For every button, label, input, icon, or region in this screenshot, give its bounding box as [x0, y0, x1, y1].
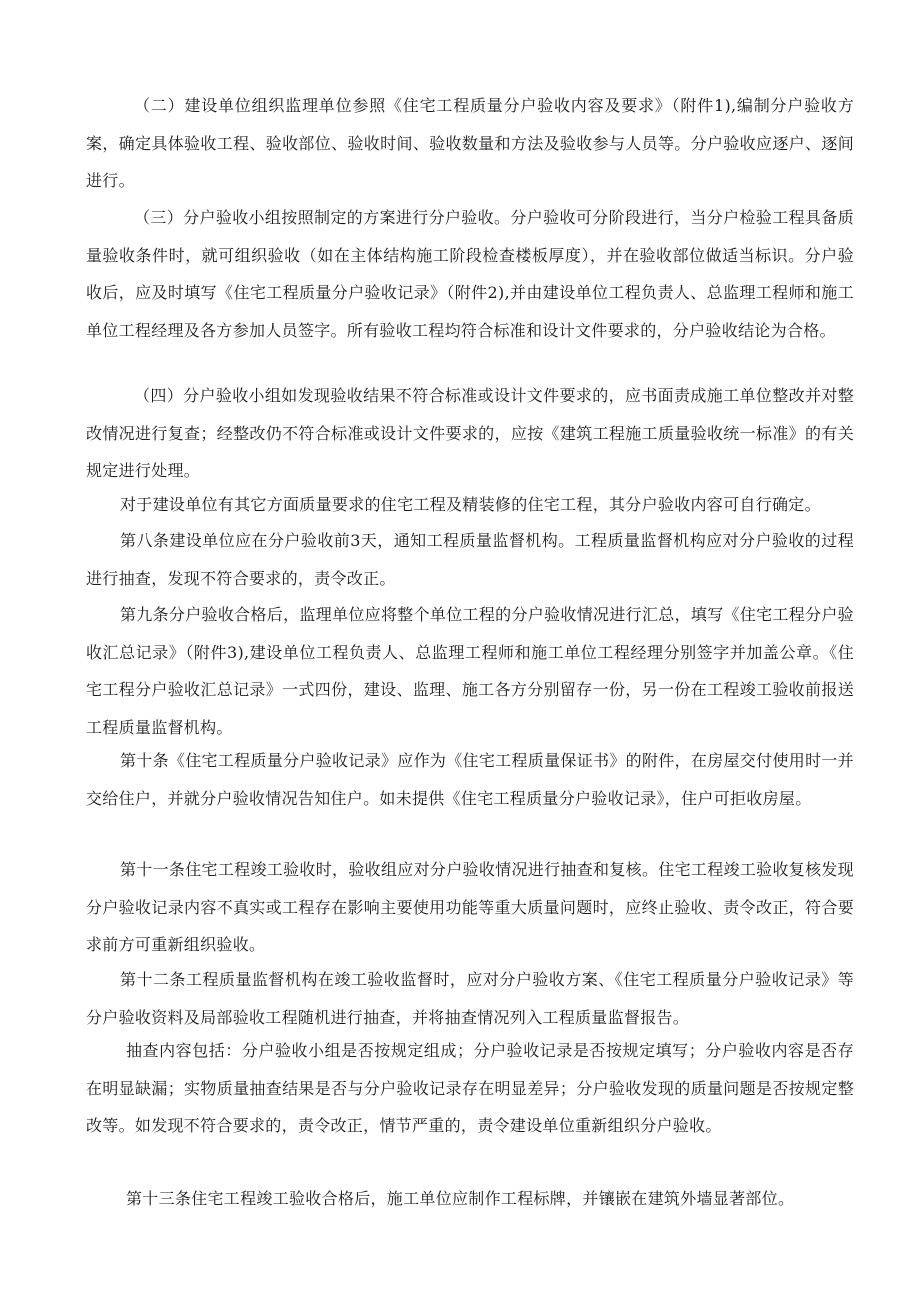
paragraph-article-13: 第十三条住宅工程竣工验收合格后，施工单位应制作工程标牌，并镶嵌在建筑外墙显著部位。 [126, 1189, 795, 1208]
paragraph-self-determined: 对于建设单位有其它方面质量要求的住宅工程及精装修的住宅工程，其分户验收内容可自行确定。 [120, 495, 821, 514]
paragraph-article-9: 第九条分户验收合格后，监理单位应将整个单位工程的分户验收情况进行汇总，填写《住宅工程分户验收汇总记录》（附件3),建设单位工程负责人、总监理工程师和施工单位工程经理分别签字并加盖公章。《住宅工程分户验收汇总记录》一式四份，建设、监理、施工各方分别留存一份，另一份在工程竣工验收前报送工程质量监督机构。 [86, 605, 854, 737]
paragraph-article-11: 第十一条住宅工程竣工验收时，验收组应对分户验收情况进行抽查和复核。住宅工程竣工验收复核发现分户验收记录内容不真实或工程存在影响主要使用功能等重大质量问题时，应终止验收、责令改正，符合要求前方可重新组织验收。 [86, 860, 854, 954]
paragraph-article-10: 第十条《住宅工程质量分户验收记录》应作为《住宅工程质量保证书》的附件，在房屋交付使用时一并交给住户，并就分户验收情况告知住户。如未提供《住宅工程质量分户验收记录》，住户可拒收房屋。 [86, 751, 854, 808]
paragraph-inspection-content: 抽查内容包括：分户验收小组是否按规定组成；分户验收记录是否按规定填写；分户验收内容是否存在明显缺漏；实物质量抽查结果是否与分户验收记录存在明显差异；分户验收发现的质量问题是否按规定整改等。如发现不符合要求的，责令改正，情节严重的，责令建设单位重新组织分户验收。 [86, 1041, 854, 1135]
paragraph-article-12: 第十二条工程质量监督机构在竣工验收监督时，应对分户验收方案、《住宅工程质量分户验收记录》等分户验收资料及局部验收工程随机进行抽查，并将抽查情况列入工程质量监督报告。 [86, 970, 854, 1027]
paragraph-item-2: （二）建设单位组织监理单位参照《住宅工程质量分户验收内容及要求》（附件1),编制分户验收方案，确定具体验收工程、验收部位、验收时间、验收数量和方法及验收参与人员等。分户验收应逐户、逐间进行。 [86, 96, 854, 190]
paragraph-article-8: 第八条建设单位应在分户验收前3天，通知工程质量监督机构。工程质量监督机构应对分户验收的过程进行抽查，发现不符合要求的，责令改正。 [86, 531, 854, 588]
paragraph-item-4: （四）分户验收小组如发现验收结果不符合标准或设计文件要求的，应书面责成施工单位整改并对整改情况进行复查；经整改仍不符合标准或设计文件要求的，应按《建筑工程施工质量验收统一标准》的有关规定进行处理。 [86, 386, 854, 480]
paragraph-item-3: （三）分户验收小组按照制定的方案进行分户验收。分户验收可分阶段进行，当分户检验工程具备质量验收条件时，就可组织验收（如在主体结构施工阶段检查楼板厚度），并在验收部位做适当标识。分户验收后，应及时填写《住宅工程质量分户验收记录》（附件2),并由建设单位工程负责人、总监理工程师和施工单位工程经理及各方参加人员签字。所有验收工程均符合标准和设计文件要求的，分户验收结论为合格。 [86, 208, 854, 340]
